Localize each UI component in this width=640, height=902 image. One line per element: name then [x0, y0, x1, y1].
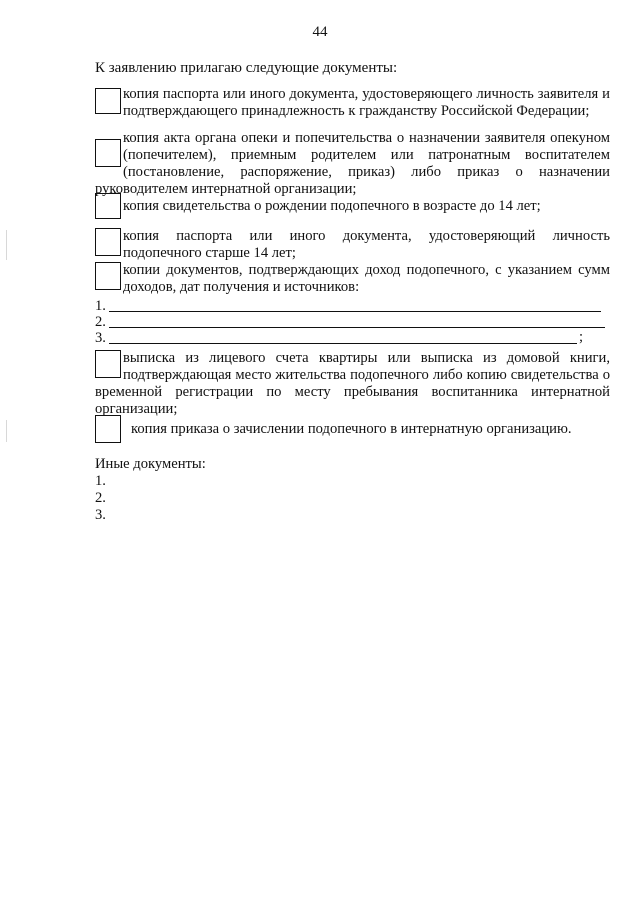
other-line: 3.	[95, 507, 106, 523]
scan-artifact	[6, 230, 7, 260]
fill-line[interactable]	[109, 343, 577, 344]
other-documents-title: Иные документы:	[95, 456, 206, 472]
item-text: копия паспорта или иного документа, удостоверяющего личность заявителя и подтверждающего принадлежность к гражданству Российской Федерации;	[123, 86, 610, 119]
income-lines	[95, 298, 615, 346]
page-number: 44	[312, 24, 328, 40]
checkbox[interactable]	[95, 228, 121, 256]
checkbox[interactable]	[95, 350, 121, 378]
item-text: выписка из лицевого счета квартиры или выписка из домовой книги, подтверждающая место жительства подопечного либо копию свидетельства о временной регистрации по месту пребывания воспитанника интернатной организации;	[95, 350, 610, 417]
fill-line[interactable]	[109, 327, 605, 328]
income-line	[95, 314, 615, 330]
document-item-ward-passport	[95, 228, 610, 262]
item-text: копия акта органа опеки и попечительства о назначении заявителя опекуном (попечителем), приемным родителем или патронатным воспитателем (постановление, распоряжение, приказ) либо приказ о назначении руководителем интернатной организации;	[95, 130, 610, 197]
income-line	[95, 298, 615, 314]
other-line: 1.	[95, 473, 106, 489]
line-tail: ;	[579, 329, 584, 345]
document-item-income	[95, 262, 610, 296]
checkbox[interactable]	[95, 139, 121, 167]
checkbox[interactable]	[95, 193, 121, 219]
item-text: копия паспорта или иного документа, удостоверяющий личность подопечного старше 14 лет;	[123, 228, 610, 261]
document-item-passport	[95, 86, 610, 120]
document-item-birth-certificate	[95, 193, 610, 219]
line-number: 1.	[95, 298, 106, 314]
document-item-enrollment-order	[95, 415, 610, 443]
item-text: копии документов, подтверждающих доход подопечного, с указанием сумм доходов, дат получения и источников:	[123, 262, 610, 295]
item-text: копия свидетельства о рождении подопечного в возрасте до 14 лет;	[123, 198, 541, 214]
fill-line[interactable]	[109, 311, 601, 312]
checkbox[interactable]	[95, 262, 121, 290]
income-line	[95, 330, 615, 346]
other-line: 2.	[95, 490, 106, 506]
document-item-guardianship-act	[95, 130, 610, 198]
other-documents	[95, 456, 206, 524]
item-text: копия приказа о зачислении подопечного в интернатную организацию.	[131, 421, 572, 437]
line-number: 3.	[95, 330, 106, 346]
line-number: 2.	[95, 314, 106, 330]
checkbox[interactable]	[95, 88, 121, 114]
scan-artifact	[6, 420, 7, 442]
document-item-residence-extract	[95, 350, 610, 418]
intro-text: К заявлению прилагаю следующие документы:	[95, 60, 398, 76]
checkbox[interactable]	[95, 415, 121, 443]
